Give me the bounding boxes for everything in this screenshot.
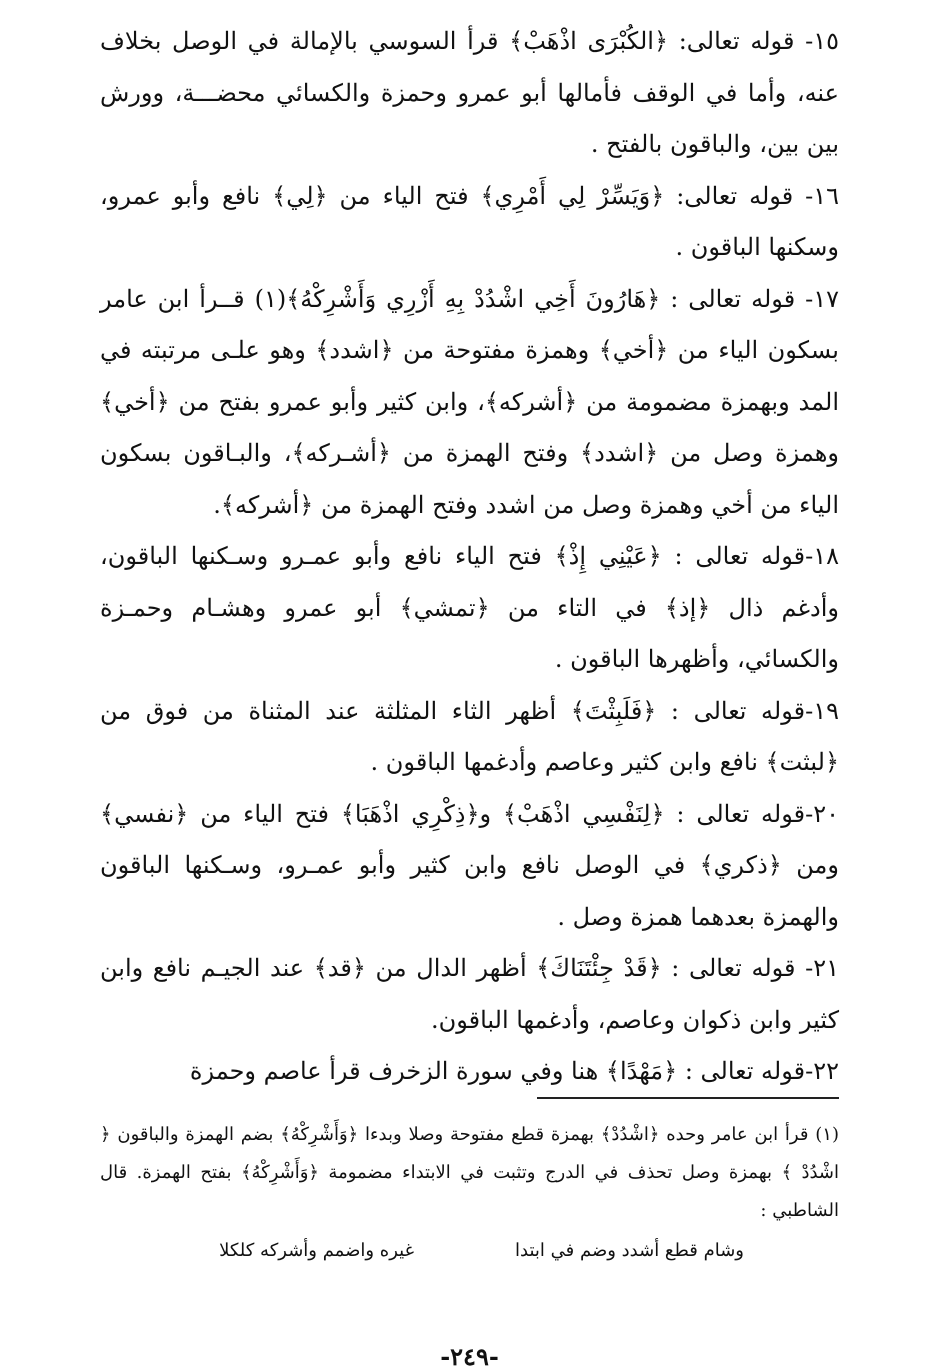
main-text: [100, 16, 839, 1098]
footnotes: [100, 1116, 839, 1270]
footnote-divider: [537, 1097, 839, 1099]
paragraph-21: ٢١- قوله تعالى : ﴿قَدْ جِئْتَنَاكَ﴾ أظهر الدال من ﴿قد﴾ عند الجيـم نافع وابن كثير وابن ذكوان وعاصم، وأدغمها الباقون.: [100, 954, 840, 1034]
verse-first-hemistich: وشام قطع أشدد وضم في ابتدا: [515, 1240, 744, 1261]
book-page: [100, 16, 840, 1371]
paragraph-20: ٢٠-قوله تعالى : ﴿لِنَفْسِي اذْهَبْ﴾ و﴿ذِكْرِي اذْهَبَا﴾ فتح الياء من ﴿نفسي﴾ ومن ﴿ذكري﴾ في الوصل نافع وابن كثير وأبو عمـرو، وسـكنها الباقون والهمزة بعدهما همزة وصل .: [100, 799, 839, 931]
verse-second-hemistich: غيره واضمم وأشركه كلكلا: [219, 1240, 414, 1261]
page-number: -٢٤٩-: [440, 1342, 499, 1371]
verse-line: [100, 1232, 839, 1270]
paragraph-18: ١٨-قوله تعالى : ﴿عَيْنِي إِذْ﴾ فتح الياء نافع وأبو عمـرو وسـكنها الباقون، وأدغم ذال ﴿إذ﴾ في التاء من ﴿تمشي﴾ أبو عمرو وهشـام وحمـزة والكسائي، وأظهرها الباقون .: [100, 542, 840, 673]
paragraph-19: ١٩-قوله تعالى : ﴿فَلَبِثْتَ﴾ أظهر الثاء المثلثة عند المثناة من فوق من ﴿لبثت﴾ نافع وابن كثير وعاصم وأدغمها الباقون .: [100, 696, 839, 776]
footnote-1: (١) قرأ ابن عامر وحده ﴿اشْدُدْ﴾ بهمزة قطع مفتوحة وصلا وبدءا ﴿وَأَشْرِكْهُ﴾ بضم الهمزة والباقون ﴿ اشْدُدْ ﴾ بهمزة وصل تحذف في الدرج وتثبت في الابتداء مضمومة ﴿وَأَشْرِكْهُ﴾ بفتح الهمزة. قال الشاطبي :: [100, 1124, 839, 1221]
paragraph-17: ١٧- قوله تعالى : ﴿هَارُونَ أَخِي اشْدُدْ بِهِ أَزْرِي وَأَشْرِكْهُ﴾(١) قــرأ ابن عامر بسكون الياء من ﴿أخي﴾ وهمزة مفتوحة من ﴿اشدد﴾ وهو علـى مرتبته في المد وبهمزة مضمومة من ﴿أشركه﴾، وابن كثير وأبو عمرو بفتح من ﴿أخي﴾ وهمزة وصل من ﴿اشدد﴾ وفتح الهمزة من ﴿أشـركه﴾، والبـاقون بسكون الياء من أخي وهمزة وصل من اشدد وفتح الهمزة من ﴿أشركه﴾.: [100, 284, 839, 519]
paragraph-15: ١٥- قوله تعالى: ﴿الكُبْرَى اذْهَبْ﴾ قرأ السوسي بالإمالة في الوصل بخلاف عنه، وأما في الوقف فأمالها أبو عمرو وحمزة والكسائي محضـــة، وورش بين بين، والباقون بالفتح .: [100, 27, 839, 158]
paragraph-22: ٢٢-قوله تعالى : ﴿مَهْدًا﴾ هنا وفي سورة الزخرف قرأ عاصم وحمزة: [189, 1057, 839, 1085]
paragraph-16: ١٦- قوله تعالى: ﴿وَيَسِّرْ لِي أَمْرِي﴾ فتح الياء من ﴿لِي﴾ نافع وأبو عمرو، وسكنها الباقون .: [100, 181, 839, 261]
